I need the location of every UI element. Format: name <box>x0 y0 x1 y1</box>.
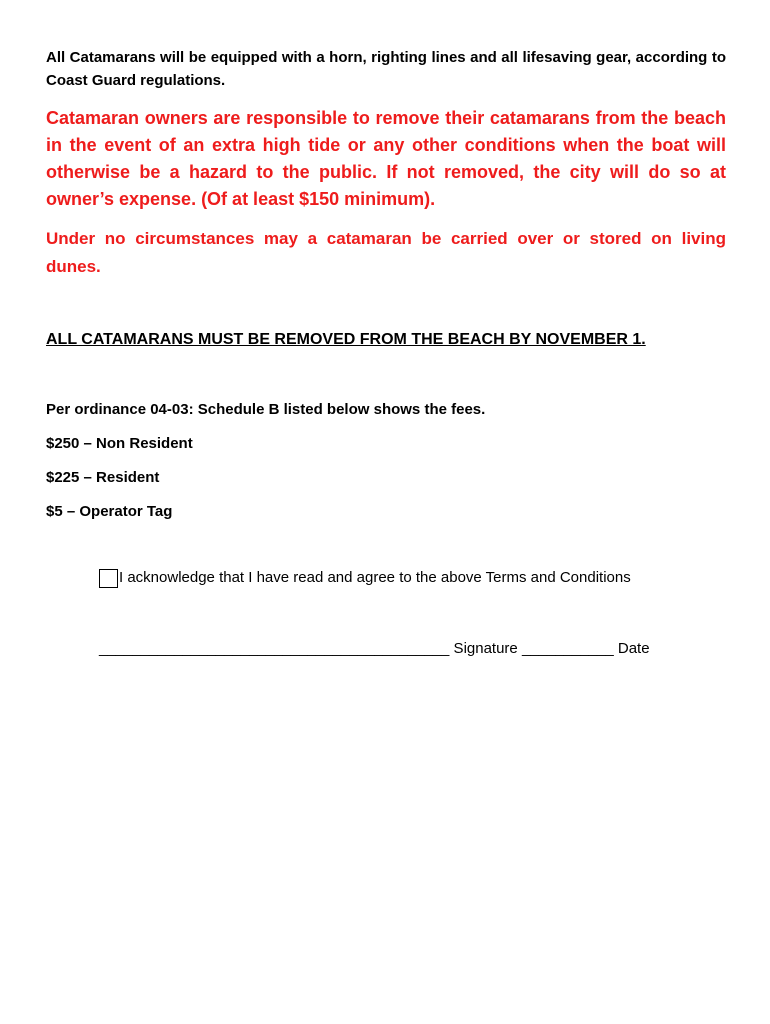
acknowledge-label: I acknowledge that I have read and agree to the above Terms and Conditions <box>119 569 631 586</box>
fee-item-non-resident: $250 – Non Resident <box>46 435 193 452</box>
dunes-restriction-text: Under no circumstances may a catamaran be carried over or stored on living dunes. <box>46 229 726 276</box>
signature-field[interactable]: __________________________________________ <box>99 640 450 657</box>
signature-row <box>99 639 650 659</box>
equipment-requirement-text: All Catamarans will be equipped with a horn, righting lines and all lifesaving gear, according to Coast Guard regulations. <box>46 49 726 89</box>
fees-intro-text: Per ordinance 04-03: Schedule B listed below shows the fees. <box>46 401 486 418</box>
acknowledgement-row <box>99 568 631 588</box>
owner-responsibility-text: Catamaran owners are responsible to remove their catamarans from the beach in the event of an extra high tide or any other conditions when the boat will otherwise be a hazard to the public. If not removed, the city will do so at owner’s expense. (Of at least $150 minimum). <box>46 108 726 209</box>
date-label: Date <box>613 640 650 657</box>
fee-item-resident: $225 – Resident <box>46 469 160 486</box>
date-field[interactable]: ___________ <box>521 640 614 657</box>
signature-label: Signature <box>449 640 522 657</box>
acknowledge-checkbox[interactable] <box>99 569 118 588</box>
fee-item-operator-tag: $5 – Operator Tag <box>46 503 173 520</box>
removal-deadline-notice: ALL CATAMARANS MUST BE REMOVED FROM THE BEACH BY NOVEMBER 1. <box>46 331 646 348</box>
